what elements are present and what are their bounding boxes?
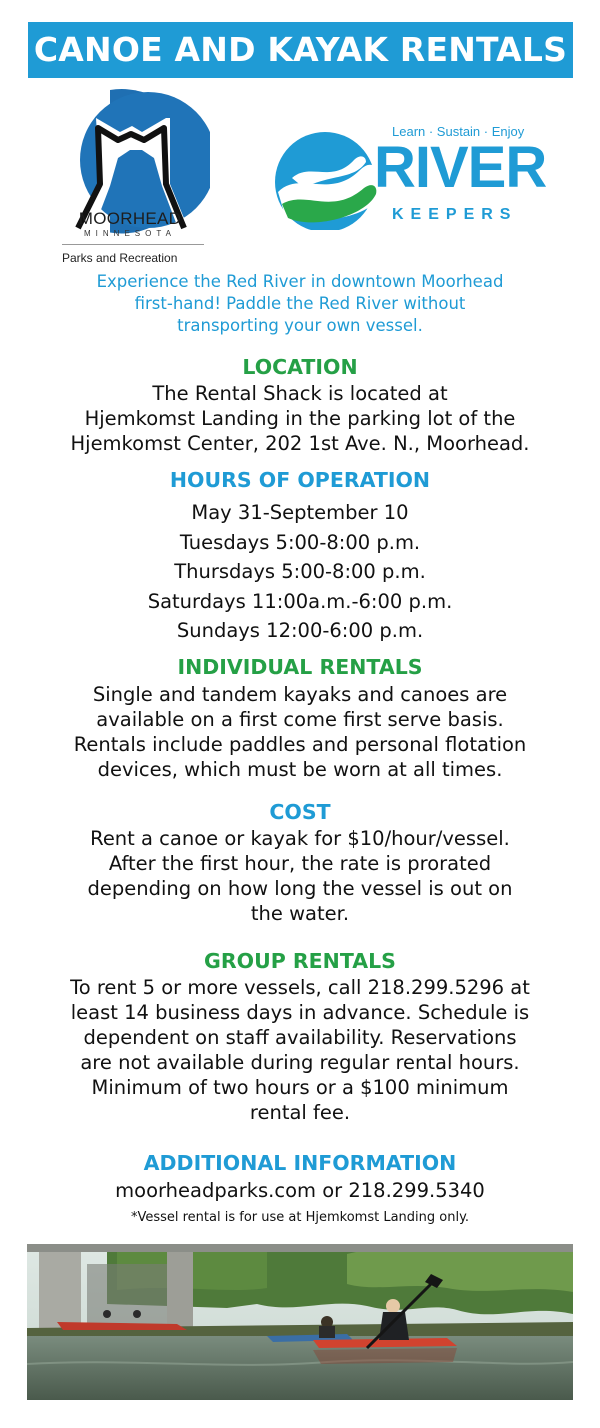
- hours-line: Saturdays 11:00a.m.-6:00 p.m.: [147, 589, 453, 613]
- intro-line: transporting your own vessel.: [177, 316, 423, 335]
- location-line: Hjemkomst Center, 202 1st Ave. N., Moorhead.: [70, 432, 530, 455]
- hours-list: [18, 498, 582, 646]
- individual-line: Single and tandem kayaks and canoes are: [92, 683, 508, 706]
- intro-line: first-hand! Paddle the Red River without: [134, 294, 466, 313]
- group-line: rental fee.: [249, 1101, 351, 1124]
- moorhead-logo-state: MINNESOTA: [84, 229, 176, 238]
- river-keepers-wave-icon: [270, 130, 380, 230]
- logo-divider: [62, 244, 204, 245]
- group-line: To rent 5 or more vessels, call 218.299.5296 at: [70, 976, 530, 999]
- cost-line: the water.: [250, 902, 350, 925]
- river-keepers-name: RIVER: [374, 135, 547, 200]
- individual-rentals-heading: INDIVIDUAL RENTALS: [177, 655, 423, 679]
- location-line: The Rental Shack is located at: [152, 382, 448, 405]
- group-line: Minimum of two hours or a $100 minimum: [91, 1076, 509, 1099]
- individual-line: available on a first come first serve basis.: [96, 708, 504, 731]
- individual-line: devices, which must be worn at all times.: [97, 758, 503, 781]
- cost-line: After the first hour, the rate is prorated: [108, 852, 492, 875]
- group-line: least 14 business days in advance. Schedule is: [70, 1001, 530, 1024]
- individual-rentals-text: [18, 682, 582, 782]
- group-line: are not available during regular rental hours.: [80, 1051, 520, 1074]
- hours-line: Thursdays 5:00-8:00 p.m.: [174, 560, 426, 583]
- cost-line: depending on how long the vessel is out on: [87, 877, 513, 900]
- group-rentals-heading: GROUP RENTALS: [204, 949, 396, 973]
- cost-heading: COST: [269, 800, 331, 824]
- river-keepers-tagline: Learn · Sustain · Enjoy: [392, 124, 525, 139]
- location-line: Hjemkomst Landing in the parking lot of the: [84, 407, 516, 430]
- additional-info-text: [18, 1178, 582, 1203]
- kayakers-photo: [27, 1244, 573, 1400]
- hours-line: Tuesdays 5:00-8:00 p.m.: [179, 530, 421, 554]
- footnote: *Vessel rental is for use at Hjemkomst Landing only.: [130, 1210, 470, 1225]
- cost-line: Rent a canoe or kayak for $10/hour/vessel.: [90, 827, 510, 850]
- group-line: dependent on staff availability. Reservations: [83, 1026, 517, 1049]
- intro-line: Experience the Red River in downtown Moorhead: [96, 272, 504, 291]
- individual-line: Rentals include paddles and personal flotation: [73, 733, 527, 756]
- page-title: CANOE AND KAYAK RENTALS: [28, 22, 573, 78]
- intro-text: [40, 271, 560, 337]
- contact-line: moorheadparks.com or 218.299.5340: [115, 1179, 485, 1202]
- river-keepers-subname: KEEPERS: [392, 206, 518, 223]
- moorhead-logo-name: MOORHEAD: [78, 209, 182, 228]
- hours-line: Sundays 12:00-6:00 p.m.: [176, 619, 424, 642]
- cost-text: [18, 826, 582, 926]
- hours-line: May 31-September 10: [191, 501, 409, 524]
- location-text: [18, 381, 582, 456]
- moorhead-logo-department: Parks and Recreation: [62, 251, 178, 265]
- additional-info-heading: ADDITIONAL INFORMATION: [143, 1151, 457, 1175]
- location-heading: LOCATION: [242, 355, 358, 379]
- hours-heading: HOURS OF OPERATION: [169, 468, 431, 492]
- moorhead-logo: [38, 88, 210, 268]
- group-rentals-text: [18, 975, 582, 1125]
